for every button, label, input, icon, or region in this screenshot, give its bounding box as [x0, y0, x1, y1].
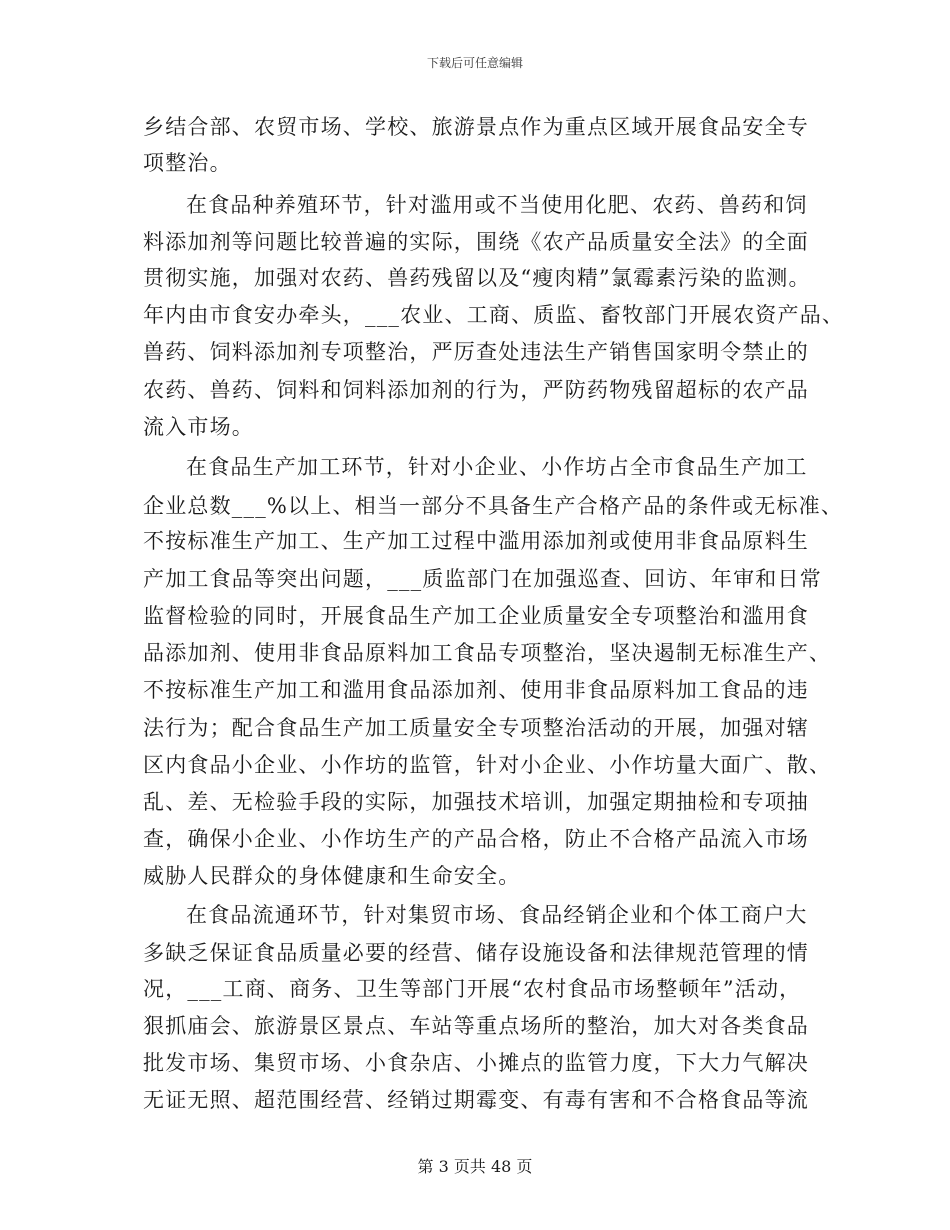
- text-line: 农药、兽药、饲料和饲料添加剂的行为，严防药物残留超标的农产品: [143, 378, 809, 402]
- text-line: 无证无照、超范围经营、经销过期霉变、有毒有害和不合格食品等流: [143, 1088, 809, 1112]
- text-line: 况，___工商、商务、卫生等部门开展“农村食品市场整顿年”活动，: [143, 977, 802, 1001]
- text-line: 威胁人民群众的身体健康和生命安全。: [143, 864, 521, 888]
- text-line: 年内由市食安办牵头，___农业、工商、质监、畜牧部门开展农资产品、: [143, 303, 845, 327]
- text-line: 品添加剂、使用非食品原料加工食品专项整治，坚决遏制无标准生产、: [143, 641, 832, 665]
- text-line: 料添加剂等问题比较普遍的实际，围绕《农产品质量安全法》的全面: [143, 230, 809, 254]
- text-line: 乱、差、无检验手段的实际，加强技术培训，加强定期抽检和专项抽: [143, 790, 809, 814]
- text-line: 企业总数___%以上、相当一部分不具备生产合格产品的条件或无标准、: [143, 494, 844, 518]
- page-footer: 第 3 页共 48 页: [417, 1157, 533, 1176]
- text-line: 狠抓庙会、旅游景区景点、车站等重点场所的整治，加大对各类食品: [143, 1014, 809, 1038]
- text-line: 法行为；配合食品生产加工质量安全专项整治活动的开展，加强对辖: [143, 716, 809, 740]
- text-line: 区内食品小企业、小作坊的监管，针对小企业、小作坊量大面广、散、: [143, 753, 832, 777]
- text-line: 项整治。: [143, 151, 232, 175]
- text-line: 兽药、饲料添加剂专项整治，严厉查处违法生产销售国家明令禁止的: [143, 340, 809, 364]
- paragraph-start-line: 在食品种养殖环节，针对滥用或不当使用化肥、农药、兽药和饲: [186, 193, 808, 217]
- text-line: 不按标准生产加工和滥用食品添加剂、使用非食品原料加工食品的违: [143, 678, 809, 702]
- text-line: 批发市场、集贸市场、小食杂店、小摊点的监管力度，下大力气解决: [143, 1051, 809, 1075]
- text-line: 流入市场。: [143, 415, 254, 439]
- text-line: 产加工食品等突出问题，___质监部门在加强巡查、回访、年审和日常: [143, 567, 822, 591]
- page-header: 下载后可任意编辑: [426, 56, 523, 70]
- text-line: 不按标准生产加工、生产加工过程中滥用添加剂或使用非食品原料生: [143, 529, 809, 553]
- text-line: 贯彻实施，加强对农药、兽药残留以及“瘦肉精”氯霉素污染的监测。: [143, 266, 811, 290]
- text-line: 查，确保小企业、小作坊生产的产品合格，防止不合格产品流入市场: [143, 827, 809, 851]
- text-line: 多缺乏保证食品质量必要的经营、储存设施设备和法律规范管理的情: [143, 941, 809, 965]
- text-line: 乡结合部、农贸市场、学校、旅游景点作为重点区域开展食品安全专: [143, 115, 809, 139]
- paragraph-start-line: 在食品流通环节，针对集贸市场、食品经销企业和个体工商户大: [186, 903, 808, 927]
- paragraph-start-line: 在食品生产加工环节，针对小企业、小作坊占全市食品生产加工: [186, 455, 808, 479]
- text-line: 监督检验的同时，开展食品生产加工企业质量安全专项整治和滥用食: [143, 604, 809, 628]
